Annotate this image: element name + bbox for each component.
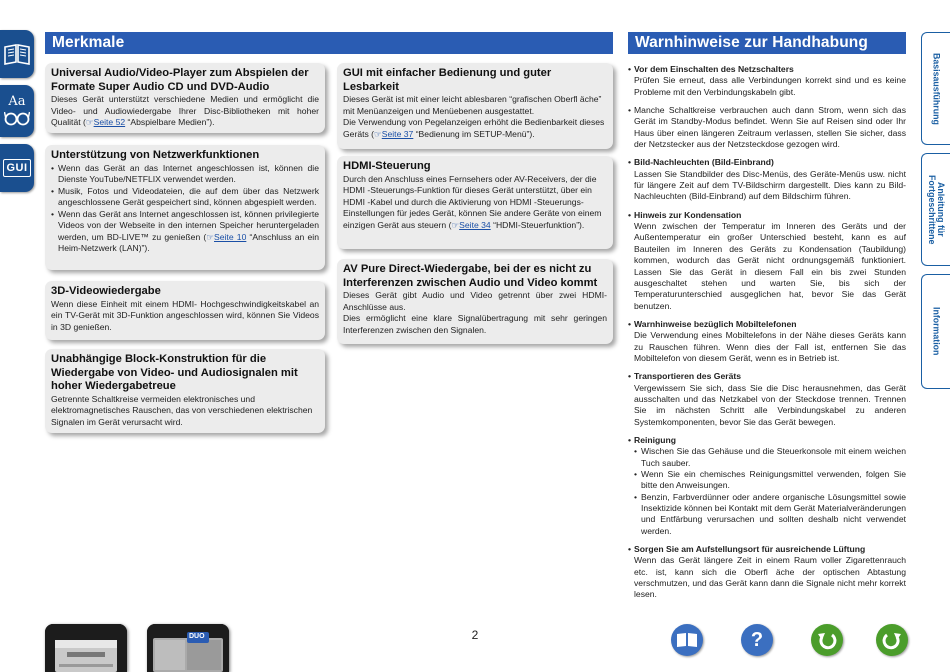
warning-text: Prüfen Sie erneut, dass alle Verbindungen korrekt sind und es keine Probleme mit den Verbindungskabeln gibt. [634,75,906,97]
warning-item [628,105,906,150]
warning-title: • Vor dem Einschalten des Netzschalters [628,64,906,75]
card-title: Universal Audio/Video-Player zum Abspielen der Formate Super Audio CD und DVD-Audio [51,67,309,93]
forward-arrow-icon [881,629,903,651]
warning-item [628,64,906,98]
front-panel-icon [45,624,127,672]
card-body: Getrennte Schaltkreise vermeiden elektronisches und elektromagnetisches Rauschen, das von verschiedenen elektrischen Signalen im Gerät verursacht wird. [51,393,313,427]
card-body [343,174,607,232]
card-text: “HDMI-Steuerfunktion”). [490,219,585,230]
bullet-list [628,446,906,537]
feature-card-hdmi-control [337,156,613,249]
warning-item [628,371,906,428]
book-nav-button[interactable] [0,30,34,78]
card-title: HDMI-Steuerung [343,160,431,172]
card-text: Dieses Gerät unterstützt verschiedene Medien und ermöglicht die Video- und Audiowiedergabe Ihrer Disc-Bibliotheken mit hoher Qualität ( [51,94,319,128]
warning-title: • Reinigung [628,435,906,446]
warning-title: • Bild-Nachleuchten (Bild-Einbrand) [628,157,906,168]
warning-text: Wenn das Gerät längere Zeit in einem Raum voller Zigarettenrauch etc. ist, kann sich die Oberfl äche der optischen Abtastung verschmutzen, und das Gerät kann dann die Signale nicht mehr korrekt lesen. [634,555,906,600]
list-item: • Wenn Sie ein chemisches Reinigungsmittel verwenden, folgen Sie bitte den Anweisungen. [634,469,906,492]
card-body [51,94,319,129]
help-button[interactable] [741,624,773,656]
tab-label: Basisausführung [931,52,942,125]
card-title: 3D-Videowiedergabe [51,285,161,297]
warning-item [628,544,906,601]
warning-title: • Warnhinweise bezüglich Mobiltelefonen [628,319,906,330]
feature-card-gui [337,63,613,149]
feature-card-block-construction [45,349,325,433]
list-item [51,209,319,255]
warnings-list [628,64,906,608]
card-body: Dieses Gerät gibt Audio und Video getrennt über zwei HDMI-Anschlüsse aus. Dies ermöglicht eine klare Signalübertragung mit sehr geringen Interferenzen zwischen den Signalen. [343,290,607,335]
forward-button[interactable] [876,624,908,656]
list-item: • Wischen Sie das Gehäuse und die Steuerkonsole mit einem weichen Tuch sauber. [634,446,906,469]
warning-text: Wenn zwischen der Temperatur im Inneren des Geräts und der Außentemperatur ein großer Unterschied besteht, kann es auf Bauteilen im Inneren des Geräts zu Kondensation (Taubildung) kommen, wodurch das Gerät nicht ordnungsgemäß funktioniert. Lassen Sie das Gerät in diesem Fall ein bis zwei Stunden ausgeschaltet stehen und warten Sie, bis sich der Temperaturunterschied ausgeglichen hat, bevor Sie das Gerät benutzen. [634,221,906,311]
text-size-icon [4,95,30,127]
feature-card-pure-direct [337,259,613,344]
tab-information[interactable] [921,274,950,389]
feature-card-universal-player [45,63,325,133]
gui-icon [3,159,30,177]
open-book-icon [676,632,698,648]
warning-text: Vergewissern Sie sich, dass Sie die Disc herausnehmen, das Gerät ausschalten und das Netzkabel von der Steckdose trennen. Trennen Sie im nächsten Schritt alle Verbindungskabel zu anderen Systemkomponenten, bevor Sie das Gerät bewegen. [634,382,906,427]
card-title: AV Pure Direct-Wiedergabe, bei der es nicht zu Interferenzen zwischen Audio und Video kommt [343,263,598,289]
aa-label: Aa [8,94,26,109]
gui-nav-button[interactable] [0,144,34,192]
gui-label: GUI [6,161,28,174]
rear-panel-thumbnail[interactable] [147,624,229,672]
warning-item [628,210,906,312]
warning-text: Die Verwendung eines Mobiltelefons in der Nähe dieses Geräts kann zu Rauschen führen. Wenn dies der Fall ist, entfernen Sie das Mobiltelefon von diesem Gerät, wenn es in Betrieb ist. [634,330,906,363]
card-title: GUI mit einfacher Bedienung und guter Lesbarkeit [343,67,552,93]
glasses-icon [4,109,30,127]
card-text: “Anschluss an ein Heim-Netzwerk (LAN)”). [58,231,319,254]
page-ref-icon: ☞ [85,117,94,128]
card-text: “Bedienung im SETUP-Menü”). [413,128,535,139]
warning-text: • Manche Schaltkreise verbrauchen auch dann Strom, wenn sich das Gerät im Standby-Modus befindet. Wenn Sie auf Reisen sind oder Ihr Haus über einen längeren Zeitraum verlassen, stellen Sie sicher, dass der Netzstecker aus der Netzsteckdose gezogen wird. [628,105,906,150]
page-number: 2 [471,628,479,642]
warning-title: • Hinweis zur Kondensation [628,210,906,221]
feature-card-3d [45,281,325,340]
page-link[interactable]: Seite 52 [93,117,126,128]
tab-anleitung-fortgeschrittene[interactable] [921,153,950,266]
features-header [45,32,613,54]
feature-card-network [45,145,325,270]
list-item: • Musik, Fotos und Videodateien, die auf dem über das Netzwerk angeschlossene Gerät gespeichert sind, können abgespielt werden. [51,186,319,209]
page-link[interactable]: Seite 10 [214,231,247,242]
warning-item [628,157,906,202]
features-title: Merkmale [52,34,125,51]
card-text: Dieses Gerät ist mit einer leicht ablesbaren “grafischen Oberfl äche” mit Menüanzeigen und Menüebenen ausgestattet. Die Verwendung von Pegelanzeigen erhöht die Bedienbarkeit dieses Geräts ( [343,94,605,139]
tab-basisausfuehrung[interactable] [921,32,950,145]
warnings-header [628,32,906,54]
back-button[interactable] [811,624,843,656]
rear-panel-icon [147,624,229,672]
page-ref-icon: ☞ [206,231,215,242]
card-body [343,94,607,140]
text-size-nav-button[interactable] [0,85,34,137]
warning-title: • Transportieren des Geräts [628,371,906,382]
warning-title: • Sorgen Sie am Aufstellungsort für ausreichende Lüftung [628,544,906,555]
tab-label: Information [931,307,942,356]
page-ref-icon: ☞ [374,128,382,139]
manual-button[interactable] [671,624,703,656]
card-title: Unterstützung von Netzwerkfunktionen [51,149,260,161]
bullet-list [51,163,319,255]
warning-item [628,319,906,364]
page-link[interactable]: Seite 37 [381,128,414,139]
card-text: Durch den Anschluss eines Fernsehers oder AV-Receivers, der die HDMI -Steuerungs-Funktion für dieses Gerät unterstützt, über ein HDMI -Kabel und durch die Aktivierung von HDMI -Steuerungs-Einstellungen für jedes Gerät, können Sie andere Geräte von einem einzigen Gerät aus steuern ( [343,173,602,230]
thumbnail-badge: DUO [189,633,205,640]
card-text: “Abspielbare Medien”). [125,117,215,128]
tab-label: Anleitung für Fortgeschrittene [927,174,947,245]
list-item: • Wenn das Gerät an das Internet angeschlossen ist, können die Dienste YouTube/NETFLIX verwendet werden. [51,163,319,186]
warning-item [628,435,906,537]
page-ref-icon: ☞ [451,219,460,230]
warnings-title: Warnhinweise zur Handhabung [635,34,868,51]
card-title: Unabhängige Block-Konstruktion für die Wiedergabe von Video- und Audiosignalen mit hoher Wiedergabetreue [51,353,298,393]
list-item: • Benzin, Farbverdünner oder andere organische Lösungsmittel sowie Insektizide können bei Kontakt mit dem Gerät Materialveränderungen und Entfärbung verursachen und sollten deshalb nicht verwendet werden. [634,492,906,537]
question-mark-icon: ? [750,629,764,651]
book-icon [3,42,31,66]
card-body: Wenn diese Einheit mit einem HDMI- Hochgeschwindigkeitskabel an ein TV-Gerät mit 3D-Funktion angeschlossen wird, können Sie Videos in 3D genießen. [51,298,319,332]
card-text: Wenn das Gerät ans Internet angeschlossen ist, können privilegierte Videos von der Webseite in den internen Speicher heruntergeladen werden, um BD-LIVE™ zu genießen ( [58,208,319,242]
page-link[interactable]: Seite 34 [459,219,491,230]
front-panel-thumbnail[interactable] [45,624,127,672]
back-arrow-icon [816,629,838,651]
warning-text: Lassen Sie Standbilder des Disc-Menüs, des Geräte-Menüs usw. nicht für längere Zeit auf dem TV-Bildschirm dargestellt. Dies kann zu Bild-Nachleuchten (Bild-Einbrand) auf dem Bildschirm führen. [634,168,906,202]
